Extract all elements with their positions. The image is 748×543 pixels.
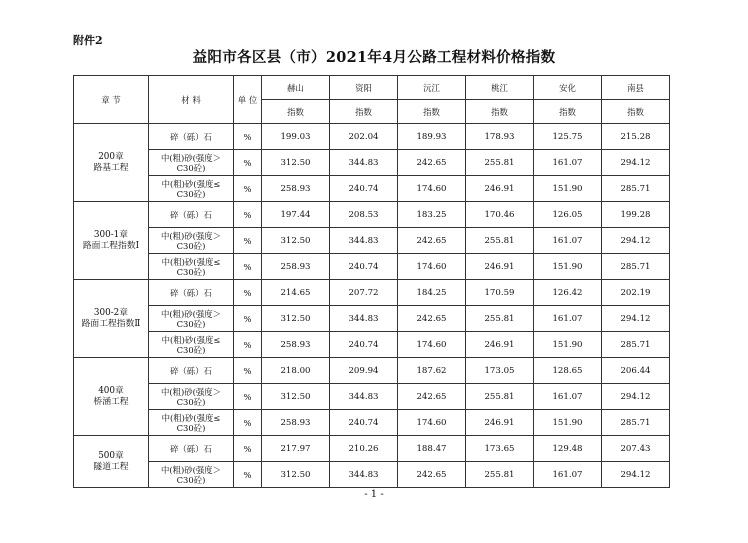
header-unit: 单 位 <box>234 76 262 124</box>
table-row <box>74 358 670 384</box>
index-value: 188.47 <box>398 436 466 462</box>
index-value: 240.74 <box>330 254 398 280</box>
unit-cell: % <box>234 254 262 280</box>
table-row <box>74 280 670 306</box>
index-value: 255.81 <box>466 150 534 176</box>
index-value: 242.65 <box>398 462 466 488</box>
index-value: 344.83 <box>330 306 398 332</box>
unit-cell: % <box>234 384 262 410</box>
unit-cell: % <box>234 280 262 306</box>
page-number: - 1 - <box>364 489 384 500</box>
material-line: C30砼) <box>176 422 206 433</box>
index-value: 173.05 <box>466 358 534 384</box>
index-value: 312.50 <box>262 306 330 332</box>
index-value: 255.81 <box>466 228 534 254</box>
header-region: 沅江 <box>398 76 466 100</box>
unit-cell: % <box>234 228 262 254</box>
index-value: 161.07 <box>534 306 602 332</box>
index-value: 258.93 <box>262 332 330 358</box>
material-line: 中(粗)砂(强度＞ <box>160 464 222 475</box>
unit-cell: % <box>234 436 262 462</box>
index-value: 151.90 <box>534 176 602 202</box>
index-value: 255.81 <box>466 306 534 332</box>
table-row <box>74 150 670 176</box>
index-value: 151.90 <box>534 332 602 358</box>
index-value: 312.50 <box>262 384 330 410</box>
header-material: 材 料 <box>149 76 234 124</box>
material-cell <box>149 384 234 410</box>
index-value: 199.28 <box>602 202 670 228</box>
material-cell <box>149 306 234 332</box>
index-value: 255.81 <box>466 384 534 410</box>
header-index: 指数 <box>398 100 466 124</box>
index-value: 344.83 <box>330 228 398 254</box>
index-value: 161.07 <box>534 150 602 176</box>
index-value: 285.71 <box>602 410 670 436</box>
material-line: C30砼) <box>176 474 206 485</box>
header-region: 赫山 <box>262 76 330 100</box>
index-value: 208.53 <box>330 202 398 228</box>
unit-cell: % <box>234 124 262 150</box>
chapter-line: 路面工程指数Ⅱ <box>81 318 141 329</box>
material-line: 中(粗)砂(强度≤ <box>161 256 221 267</box>
index-value: 285.71 <box>602 176 670 202</box>
index-value: 170.46 <box>466 202 534 228</box>
header-region: 南县 <box>602 76 670 100</box>
table-row <box>74 436 670 462</box>
table-row <box>74 228 670 254</box>
material-line: C30砼) <box>176 240 206 251</box>
chapter-cell <box>74 436 149 488</box>
unit-cell: % <box>234 332 262 358</box>
index-value: 202.19 <box>602 280 670 306</box>
material-line: 碎（砾）石 <box>170 287 212 298</box>
index-value: 215.28 <box>602 124 670 150</box>
material-line: 碎（砾）石 <box>170 443 212 454</box>
index-value: 151.90 <box>534 410 602 436</box>
material-line: 中(粗)砂(强度≤ <box>161 334 221 345</box>
header-index: 指数 <box>466 100 534 124</box>
index-value: 258.93 <box>262 254 330 280</box>
index-value: 294.12 <box>602 150 670 176</box>
header-region: 桃江 <box>466 76 534 100</box>
material-line: 碎（砾）石 <box>170 365 212 376</box>
index-value: 183.25 <box>398 202 466 228</box>
chapter-cell <box>74 280 149 358</box>
index-value: 206.44 <box>602 358 670 384</box>
index-value: 174.60 <box>398 332 466 358</box>
attachment-label: 附件2 <box>73 34 103 47</box>
index-value: 125.75 <box>534 124 602 150</box>
index-value: 242.65 <box>398 306 466 332</box>
index-value: 240.74 <box>330 332 398 358</box>
index-value: 246.91 <box>466 176 534 202</box>
header-index: 指数 <box>262 100 330 124</box>
index-value: 161.07 <box>534 384 602 410</box>
index-value: 344.83 <box>330 384 398 410</box>
index-value: 129.48 <box>534 436 602 462</box>
index-value: 187.62 <box>398 358 466 384</box>
index-value: 174.60 <box>398 176 466 202</box>
chapter-line: 桥涵工程 <box>93 396 129 407</box>
index-value: 184.25 <box>398 280 466 306</box>
index-value: 209.94 <box>330 358 398 384</box>
chapter-line: 500章 <box>98 450 124 461</box>
table-body <box>74 124 670 488</box>
header-index: 指数 <box>602 100 670 124</box>
index-value: 240.74 <box>330 176 398 202</box>
unit-cell: % <box>234 462 262 488</box>
index-value: 294.12 <box>602 384 670 410</box>
unit-cell: % <box>234 358 262 384</box>
chapter-line: 隧道工程 <box>93 461 129 472</box>
material-line: 中(粗)砂(强度＞ <box>160 230 222 241</box>
index-value: 174.60 <box>398 410 466 436</box>
index-value: 344.83 <box>330 462 398 488</box>
index-value: 240.74 <box>330 410 398 436</box>
index-value: 173.65 <box>466 436 534 462</box>
table-row <box>74 176 670 202</box>
chapter-line: 路面工程指数Ⅰ <box>82 240 140 251</box>
table-row <box>74 306 670 332</box>
material-cell <box>149 280 234 306</box>
material-line: 中(粗)砂(强度≤ <box>161 178 221 189</box>
index-value: 242.65 <box>398 228 466 254</box>
material-line: 中(粗)砂(强度＞ <box>160 386 222 397</box>
table-row <box>74 462 670 488</box>
index-value: 255.81 <box>466 462 534 488</box>
table-row <box>74 124 670 150</box>
material-cell <box>149 150 234 176</box>
chapter-line: 400章 <box>98 385 124 396</box>
material-line: C30砼) <box>176 266 206 277</box>
index-value: 294.12 <box>602 462 670 488</box>
header-region: 资阳 <box>330 76 398 100</box>
header-chapter: 章 节 <box>74 76 149 124</box>
index-value: 294.12 <box>602 306 670 332</box>
index-value: 202.04 <box>330 124 398 150</box>
table-row <box>74 410 670 436</box>
chapter-cell <box>74 124 149 202</box>
index-value: 285.71 <box>602 254 670 280</box>
index-value: 246.91 <box>466 332 534 358</box>
index-value: 207.43 <box>602 436 670 462</box>
chapter-cell <box>74 202 149 280</box>
material-line: 中(粗)砂(强度＞ <box>160 152 222 163</box>
material-cell <box>149 202 234 228</box>
header-region: 安化 <box>534 76 602 100</box>
unit-cell: % <box>234 410 262 436</box>
unit-cell: % <box>234 150 262 176</box>
chapter-line: 300-2章 <box>93 307 129 318</box>
chapter-cell <box>74 358 149 436</box>
index-value: 178.93 <box>466 124 534 150</box>
index-value: 258.93 <box>262 176 330 202</box>
material-cell <box>149 410 234 436</box>
index-value: 246.91 <box>466 254 534 280</box>
material-cell <box>149 124 234 150</box>
index-value: 151.90 <box>534 254 602 280</box>
index-value: 344.83 <box>330 150 398 176</box>
header-index: 指数 <box>330 100 398 124</box>
material-cell <box>149 462 234 488</box>
index-value: 214.65 <box>262 280 330 306</box>
index-value: 218.00 <box>262 358 330 384</box>
index-value: 161.07 <box>534 228 602 254</box>
material-line: 碎（砾）石 <box>170 131 212 142</box>
index-value: 312.50 <box>262 150 330 176</box>
material-line: C30砼) <box>176 344 206 355</box>
unit-cell: % <box>234 176 262 202</box>
index-value: 312.50 <box>262 462 330 488</box>
table-row <box>74 254 670 280</box>
index-value: 174.60 <box>398 254 466 280</box>
index-value: 246.91 <box>466 410 534 436</box>
material-cell <box>149 254 234 280</box>
index-value: 294.12 <box>602 228 670 254</box>
index-value: 189.93 <box>398 124 466 150</box>
unit-cell: % <box>234 202 262 228</box>
material-cell <box>149 358 234 384</box>
material-line: C30砼) <box>176 162 206 173</box>
index-value: 199.03 <box>262 124 330 150</box>
index-value: 161.07 <box>534 462 602 488</box>
material-cell <box>149 176 234 202</box>
material-line: 中(粗)砂(强度≤ <box>161 412 221 423</box>
material-line: C30砼) <box>176 318 206 329</box>
header-index: 指数 <box>534 100 602 124</box>
index-value: 197.44 <box>262 202 330 228</box>
chapter-line: 300-1章 <box>93 229 129 240</box>
index-value: 126.42 <box>534 280 602 306</box>
index-value: 207.72 <box>330 280 398 306</box>
unit-cell: % <box>234 306 262 332</box>
index-value: 242.65 <box>398 384 466 410</box>
material-line: C30砼) <box>176 396 206 407</box>
index-value: 128.65 <box>534 358 602 384</box>
index-value: 210.26 <box>330 436 398 462</box>
material-line: 碎（砾）石 <box>170 209 212 220</box>
index-value: 170.59 <box>466 280 534 306</box>
table-row <box>74 332 670 358</box>
index-value: 285.71 <box>602 332 670 358</box>
material-line: 中(粗)砂(强度＞ <box>160 308 222 319</box>
material-cell <box>149 436 234 462</box>
index-value: 258.93 <box>262 410 330 436</box>
material-cell <box>149 332 234 358</box>
table-row <box>74 384 670 410</box>
price-index-table <box>73 75 670 488</box>
material-line: C30砼) <box>176 188 206 199</box>
index-value: 312.50 <box>262 228 330 254</box>
index-value: 217.97 <box>262 436 330 462</box>
document-title: 益阳市各区县（市）2021年4月公路工程材料价格指数 <box>192 49 556 66</box>
table-row <box>74 202 670 228</box>
material-cell <box>149 228 234 254</box>
index-value: 126.05 <box>534 202 602 228</box>
index-value: 242.65 <box>398 150 466 176</box>
chapter-line: 200章 <box>98 151 124 162</box>
chapter-line: 路基工程 <box>93 162 129 173</box>
